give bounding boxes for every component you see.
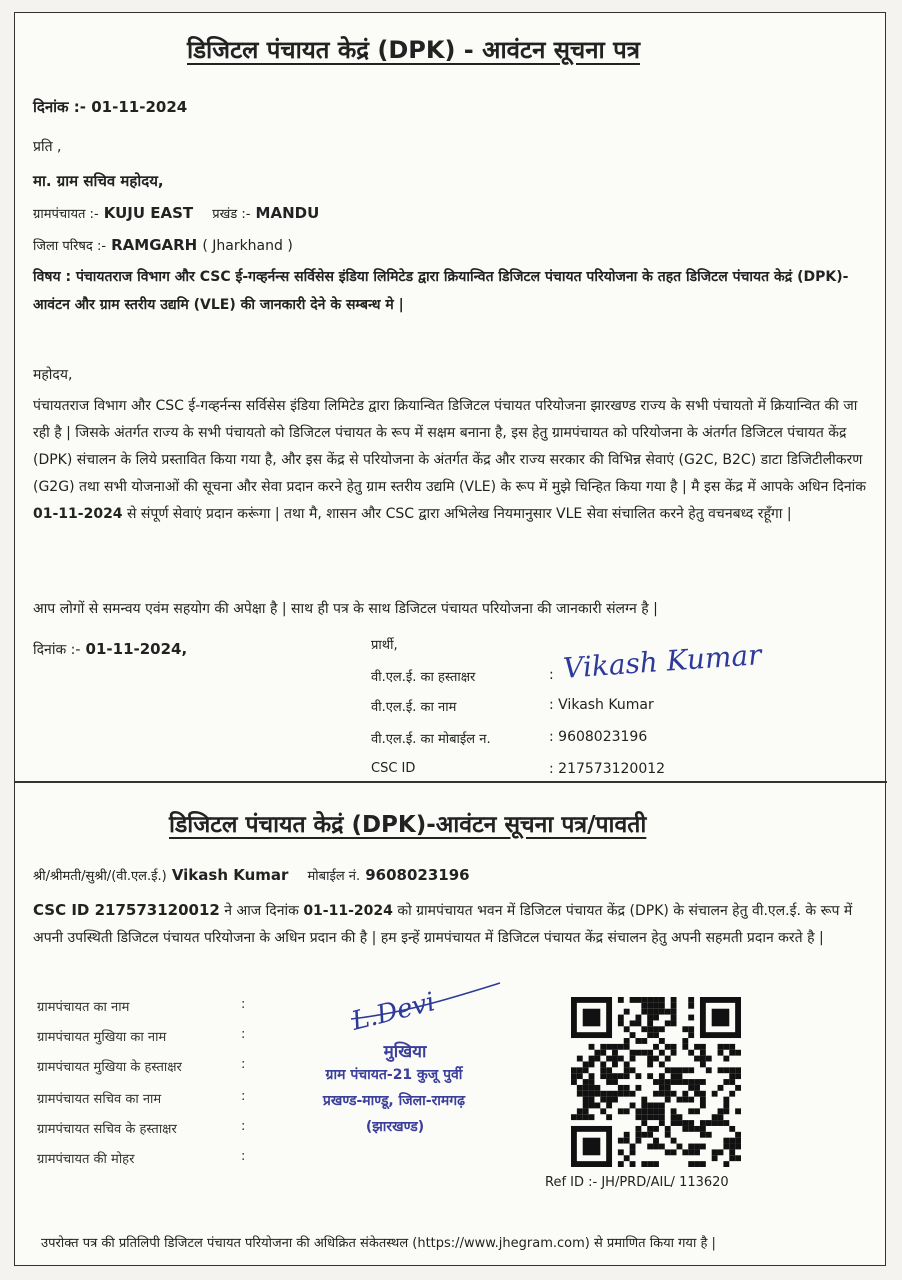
letter-page (14, 12, 886, 1266)
subject: विषय : पंचायतराज विभाग और CSC ई-गव्हर्नन्स सर्विसेस इंडिया लिमिटेड द्वारा क्रियान्वित डिजिटल पंचायत परियोजना के तहत डिजिटल पंचायत केद्रं (DPK)-आवंटन और ग्राम स्तरीय उद्यमि (VLE) की जानकारी देने के सम्बन्ध मे | (33, 269, 849, 313)
stamp-line3: प्रखण्ड-माण्डू, जिला-रामगढ़ (322, 1093, 466, 1109)
receipt-part2: को ग्रामपंचायत भवन में डिजिटल पंचायत केंद्र (DPK) के संचालन हेतु वी.एल.ई. के रूप में अपनी उपस्थिती डिजिटल पंचायत परियोजना के अधिन प्रदान की है | हम इन्हें ग्रामपंचायत में डिजिटल पंचायत केंद्र संचालन हेतु अपनी सहमती प्रदान करते है | (33, 903, 853, 946)
gp-label: ग्रामपंचायत :- (33, 207, 99, 222)
csc-label: CSC ID (371, 761, 416, 776)
receipt-title: डिजिटल पंचायत केद्रं (DPK)-आवंटन सूचना पत्र/पावती (169, 812, 647, 838)
csc-value: : 217573120012 (549, 761, 666, 777)
footer-note: उपरोक्त पत्र की प्रतिलिपी डिजिटल पंचायत परियोजना की अधिक्रित संकेतस्थल (https://www.jhegram.com) से प्रमाणित किया गया है | (41, 1236, 716, 1251)
field-sachiv-name: ग्रामपंचायत सचिव का नाम (37, 1092, 162, 1107)
vle-name: Vikash Kumar (171, 866, 289, 884)
letter-body (33, 393, 869, 528)
vle-sign-colon: : (549, 667, 554, 683)
district-value: RAMGARH (111, 236, 198, 254)
district-label: जिला परिषद :- (33, 239, 107, 254)
receipt-name-line (33, 865, 470, 884)
receipt-csc-id: CSC ID 217573120012 (33, 901, 220, 919)
body-date: 01-11-2024 (33, 506, 123, 522)
field-colon: : (241, 1027, 246, 1042)
vle-signature: Vikash Kumar (562, 638, 763, 685)
state-value: ( Jharkhand ) (202, 238, 293, 254)
stamp-line4: (झारखण्ड) (365, 1119, 425, 1135)
field-colon: : (241, 1119, 246, 1134)
receipt-part1: ने आज दिनांक (219, 903, 304, 919)
body-part2: से संपूर्ण सेवाएं प्रदान करूंगा | तथा मै, शासन और CSC द्वारा अभिलेख नियमानुसार VLE सेवा संचालित करने हेतु वचनबध्द रहूँगा | (122, 506, 792, 522)
gp-value: KUJU EAST (103, 204, 194, 222)
date-line: दिनांक :- 01-11-2024 (33, 98, 188, 116)
applicant-label: प्रार्थी, (371, 638, 398, 653)
date2-label: दिनांक :- (33, 642, 81, 658)
name-prefix: श्री/श्रीमती/सुश्री/(वी.एल.ई.) (33, 869, 167, 884)
vle-name-label: वी.एल.ई. का नाम (371, 700, 457, 715)
field-seal: ग्रामपंचायत की मोहर (37, 1152, 135, 1167)
salutation: महोदय, (33, 367, 73, 383)
vle-name-value: : Vikash Kumar (549, 697, 654, 713)
gp-block-line (33, 203, 319, 222)
closing-line: आप लोगों से समन्वय एवंम सहयोग की अपेक्षा है | साथ ही पत्र के साथ डिजिटल पंचायत परियोजना की जानकारी संलग्न है | (33, 601, 658, 617)
block-value: MANDU (255, 204, 320, 222)
date2-line (33, 639, 187, 659)
field-colon: : (241, 1089, 246, 1104)
field-sachiv-sign: ग्रामपंचायत सचिव के हस्ताक्षर (37, 1122, 177, 1137)
vle-mobile-value: : 9608023196 (549, 729, 648, 745)
mobile-label: मोबाईल नं. (307, 869, 361, 884)
qr-code-icon (571, 997, 741, 1167)
stamp-line2: ग्राम पंचायत-21 कुजू पुर्वी (325, 1067, 463, 1083)
field-mukhiya-sign: ग्रामपंचायत मुखिया के हस्ताक्षर (37, 1060, 182, 1075)
body-part1: पंचायतराज विभाग और CSC ई-गव्हर्नन्स सर्विसेस इंडिया लिमिटेड द्वारा क्रियान्वित डिजिटल पंचायत परियोजना झारखण्ड राज्य के सभी पंचायतो में क्रियान्वित की जा रही है | जिसके अंतर्गत राज्य के सभी पंचायतो को डिजिटल पंचायत के रूप में सक्षम बनाना है, इस हेतु ग्रामपंचायत को परियोजना के अंतर्गत डिजिटल पंचायत केंद्र (DPK) संचालन के लिये प्रस्तावित किया गया है, और इस केंद्र से परियोजना के अंतर्गत केंद्र और राज्य सरकार की विभिन्न सेवाएं (G2C, B2C) डाटा डिजिटीलीकरण (G2G) तथा सभी योजनाओं की सूचना और सेवा प्रदान करने हेतु ग्राम स्तरीय उद्यमि (VLE) के रूप में मुझे चिन्हित किया गया है | मै इस केंद्र में आपके अधिन दिनांक (33, 398, 867, 495)
ref-id: Ref ID :- JH/PRD/AIL/ 113620 (545, 1175, 729, 1190)
vle-sign-label: वी.एल.ई. का हस्ताक्षर (371, 670, 476, 685)
field-colon: : (241, 1149, 246, 1164)
mukhiya-signature: L.Devi (348, 987, 439, 1037)
block-label: प्रखंड :- (212, 207, 251, 222)
district-line (33, 235, 293, 254)
date2-value: 01-11-2024, (85, 640, 188, 658)
field-colon: : (241, 1057, 246, 1072)
field-mukhiya-name: ग्रामपंचायत मुखिया का नाम (37, 1030, 167, 1045)
field-gp-name: ग्रामपंचायत का नाम (37, 1000, 130, 1015)
receipt-body (33, 897, 869, 952)
vle-mobile-label: वी.एल.ई. का मोबाईल न. (371, 732, 491, 747)
section-divider (15, 781, 887, 783)
field-colon: : (241, 997, 246, 1012)
stamp-line1: मुखिया (383, 1042, 427, 1062)
prati-text: प्रति , (33, 139, 62, 155)
receipt-date: 01-11-2024 (303, 903, 393, 919)
mobile-value: 9608023196 (365, 866, 470, 884)
page-title: डिजिटल पंचायत केद्रं (DPK) - आवंटन सूचना पत्र (187, 36, 640, 64)
recipient: मा. ग्राम सचिव महोदय, (33, 172, 164, 190)
